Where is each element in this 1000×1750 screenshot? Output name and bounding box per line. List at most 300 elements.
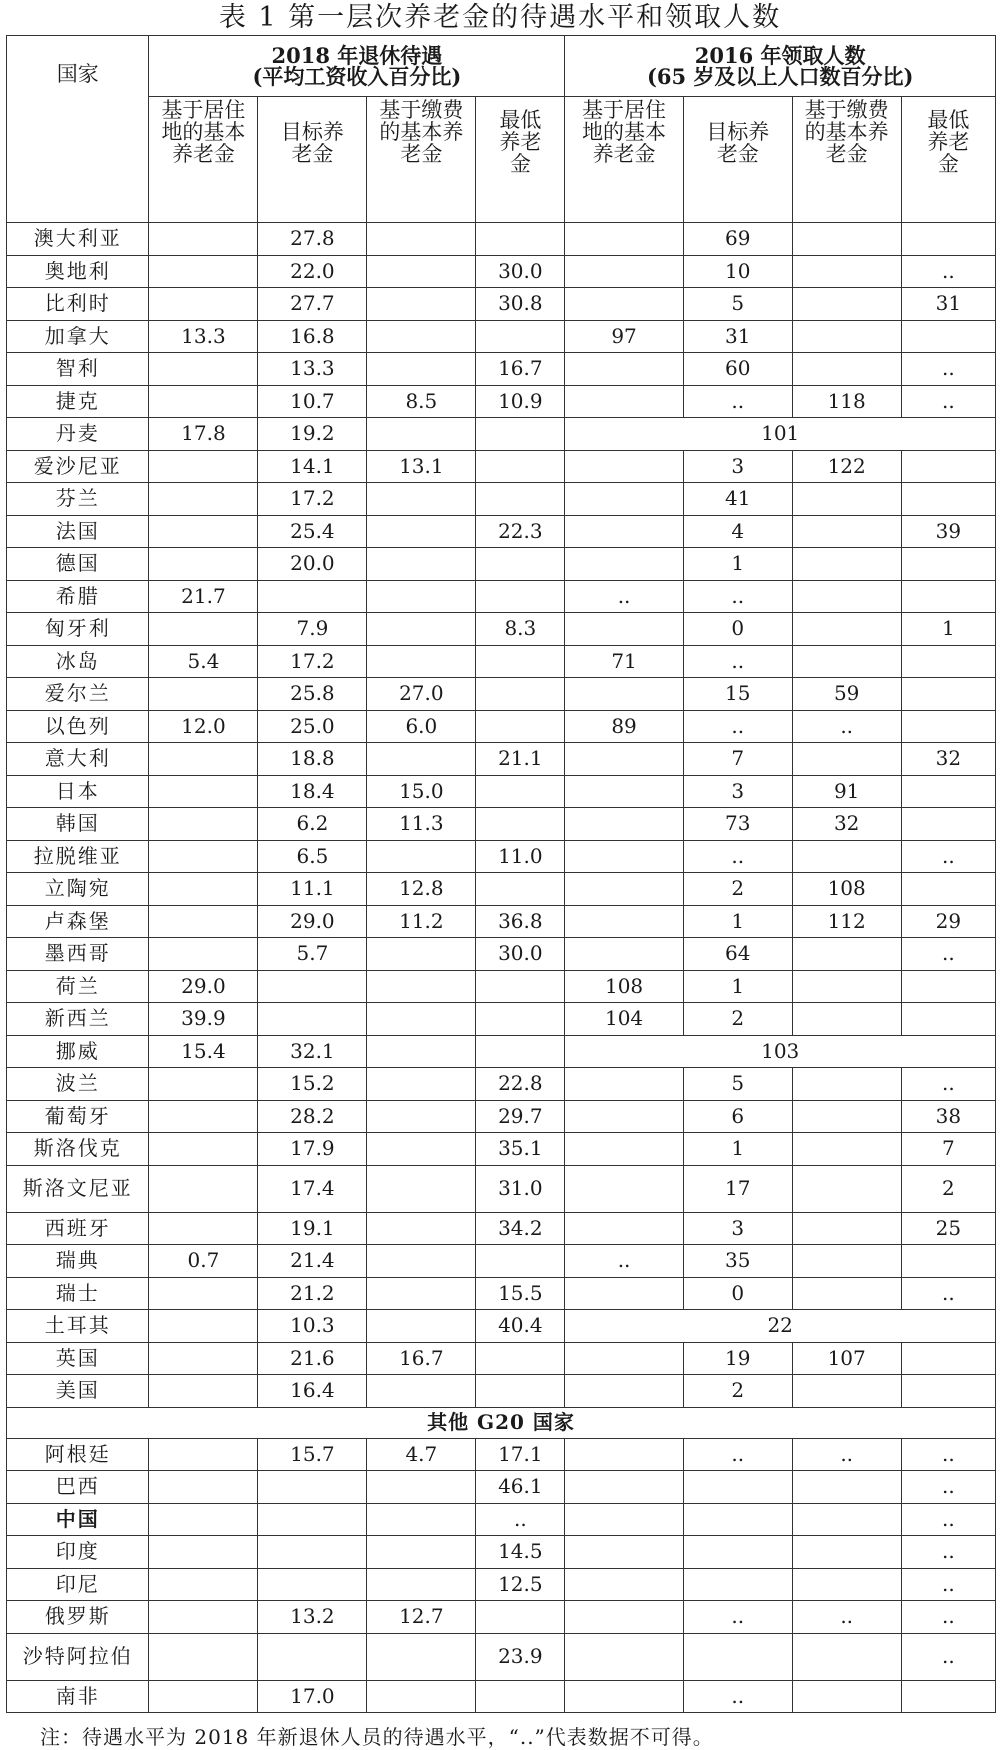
recipients-cell <box>565 613 683 646</box>
col-header-targeted: 目标养老金 <box>258 97 367 223</box>
benefit-cell <box>149 1503 258 1536</box>
recipients-cell: 31 <box>683 320 792 353</box>
recipients-cell: 91 <box>792 775 901 808</box>
benefit-cell <box>149 1471 258 1504</box>
recipients-cell: 1 <box>683 970 792 1003</box>
recipients-cell <box>901 483 995 516</box>
benefit-cell: 15.5 <box>476 1277 565 1310</box>
country-name: 中国 <box>7 1503 149 1536</box>
table-row <box>7 320 996 353</box>
benefit-cell <box>367 1212 476 1245</box>
benefit-cell: .. <box>476 1503 565 1536</box>
recipients-cell: 29 <box>901 905 995 938</box>
recipients-cell: 69 <box>683 223 792 256</box>
benefit-cell <box>367 255 476 288</box>
recipients-cell: .. <box>901 255 995 288</box>
benefit-cell <box>149 1165 258 1212</box>
recipients-cell <box>901 710 995 743</box>
recipients-cell: .. <box>792 1438 901 1471</box>
benefit-cell: 22.3 <box>476 515 565 548</box>
recipients-cell: 3 <box>683 450 792 483</box>
benefit-cell: 32.1 <box>258 1035 367 1068</box>
country-name: 俄罗斯 <box>7 1601 149 1634</box>
recipients-cell <box>565 1633 683 1680</box>
table-row <box>7 678 996 711</box>
country-name: 卢森堡 <box>7 905 149 938</box>
benefit-cell: 30.0 <box>476 255 565 288</box>
benefit-cell: 7.9 <box>258 613 367 646</box>
benefit-cell <box>258 580 367 613</box>
table-row <box>7 1568 996 1601</box>
recipients-cell <box>565 1342 683 1375</box>
benefit-cell <box>476 1035 565 1068</box>
country-name: 冰岛 <box>7 645 149 678</box>
benefit-cell <box>367 1165 476 1212</box>
benefit-cell: 19.2 <box>258 418 367 451</box>
recipients-cell <box>792 483 901 516</box>
recipients-cell: 32 <box>792 808 901 841</box>
benefit-cell: 21.7 <box>149 580 258 613</box>
country-name: 瑞士 <box>7 1277 149 1310</box>
benefit-cell: 12.5 <box>476 1568 565 1601</box>
recipients-cell: .. <box>683 580 792 613</box>
recipients-cell <box>792 288 901 321</box>
recipients-cell: 2 <box>683 1375 792 1408</box>
benefit-cell <box>149 905 258 938</box>
country-name: 南非 <box>7 1680 149 1713</box>
benefit-cell <box>149 1601 258 1634</box>
col-header-minimum: 最低养老金 <box>476 97 565 223</box>
recipients-cell <box>565 1165 683 1212</box>
benefit-cell <box>149 255 258 288</box>
benefit-cell <box>367 1035 476 1068</box>
recipients-cell <box>683 1471 792 1504</box>
benefit-cell <box>149 873 258 906</box>
recipients-cell <box>792 1471 901 1504</box>
recipients-cell: 15 <box>683 678 792 711</box>
recipients-cell: .. <box>901 1503 995 1536</box>
recipients-cell <box>565 515 683 548</box>
benefit-cell: 10.7 <box>258 385 367 418</box>
benefit-cell <box>149 1568 258 1601</box>
benefit-cell <box>367 1633 476 1680</box>
benefit-cell <box>367 1375 476 1408</box>
table-row <box>7 1133 996 1166</box>
recipients-cell <box>792 515 901 548</box>
benefit-cell <box>149 450 258 483</box>
benefit-cell: 15.2 <box>258 1068 367 1101</box>
benefit-cell: 36.8 <box>476 905 565 938</box>
benefit-cell: 14.1 <box>258 450 367 483</box>
recipients-cell: 38 <box>901 1100 995 1133</box>
benefit-cell <box>476 1601 565 1634</box>
recipients-cell: 41 <box>683 483 792 516</box>
benefit-group-header <box>149 36 565 97</box>
recipients-cell <box>792 743 901 776</box>
benefit-cell <box>367 1068 476 1101</box>
benefit-cell <box>149 483 258 516</box>
benefit-cell: 17.4 <box>258 1165 367 1212</box>
table-row <box>7 840 996 873</box>
recipients-cell <box>901 645 995 678</box>
table-row <box>7 808 996 841</box>
recipients-cell: 89 <box>565 710 683 743</box>
recipients-cell <box>565 1601 683 1634</box>
recipients-cell <box>565 548 683 581</box>
country-name: 拉脱维亚 <box>7 840 149 873</box>
recipients-cell <box>792 1680 901 1713</box>
benefit-cell <box>367 1100 476 1133</box>
table-row <box>7 1245 996 1278</box>
recipients-cell: .. <box>901 1277 995 1310</box>
recipients-cell: .. <box>901 1601 995 1634</box>
country-name: 荷兰 <box>7 970 149 1003</box>
benefit-cell: 4.7 <box>367 1438 476 1471</box>
benefit-cell <box>149 1277 258 1310</box>
benefit-cell <box>149 938 258 971</box>
table-row <box>7 483 996 516</box>
recipients-cell <box>565 905 683 938</box>
table-row <box>7 1003 996 1036</box>
benefit-cell <box>476 808 565 841</box>
benefit-cell <box>476 1680 565 1713</box>
recipients-cell: .. <box>792 1601 901 1634</box>
section-title: 其他 G20 国家 <box>7 1407 996 1438</box>
recipients-cell <box>901 1003 995 1036</box>
recipient-group-subtitle: (65 岁及以上人口数百分比) <box>646 64 914 89</box>
recipients-cell: 2 <box>901 1165 995 1212</box>
country-name: 美国 <box>7 1375 149 1408</box>
recipients-cell <box>792 1536 901 1569</box>
benefit-cell: 20.0 <box>258 548 367 581</box>
table-row <box>7 1438 996 1471</box>
benefit-cell: 29.7 <box>476 1100 565 1133</box>
benefit-cell <box>367 1503 476 1536</box>
benefit-cell: 19.1 <box>258 1212 367 1245</box>
table-row <box>7 743 996 776</box>
benefit-cell <box>367 1003 476 1036</box>
recipients-cell <box>901 775 995 808</box>
recipients-cell: 97 <box>565 320 683 353</box>
benefit-cell: 6.0 <box>367 710 476 743</box>
recipients-cell <box>565 385 683 418</box>
recipients-cell <box>792 1068 901 1101</box>
table-row <box>7 873 996 906</box>
benefit-cell <box>367 1310 476 1343</box>
benefit-cell: 21.4 <box>258 1245 367 1278</box>
recipients-cell <box>792 1568 901 1601</box>
benefit-cell <box>476 580 565 613</box>
benefit-cell: 15.4 <box>149 1035 258 1068</box>
benefit-cell: 11.2 <box>367 905 476 938</box>
table-row <box>7 905 996 938</box>
country-name: 爱沙尼亚 <box>7 450 149 483</box>
recipients-cell <box>792 1212 901 1245</box>
country-name: 丹麦 <box>7 418 149 451</box>
recipients-cell: .. <box>683 710 792 743</box>
recipients-cell <box>565 450 683 483</box>
benefit-cell <box>367 970 476 1003</box>
recipients-cell: .. <box>901 1633 995 1680</box>
recipients-cell: .. <box>683 385 792 418</box>
recipients-cell: 19 <box>683 1342 792 1375</box>
benefit-cell <box>476 450 565 483</box>
country-name: 法国 <box>7 515 149 548</box>
table-row <box>7 223 996 256</box>
recipients-cell: .. <box>901 1568 995 1601</box>
country-name: 奥地利 <box>7 255 149 288</box>
benefit-cell <box>476 775 565 808</box>
benefit-cell <box>367 1680 476 1713</box>
benefit-cell <box>367 418 476 451</box>
benefit-cell <box>258 1633 367 1680</box>
benefit-cell: 8.3 <box>476 613 565 646</box>
col-header-residence-basic: 基于居住地的基本养老金 <box>149 97 258 223</box>
country-name: 立陶宛 <box>7 873 149 906</box>
benefit-cell: 6.5 <box>258 840 367 873</box>
benefit-cell: 22.0 <box>258 255 367 288</box>
benefit-cell <box>149 1375 258 1408</box>
col-header-residence-basic-2016: 基于居住地的基本养老金 <box>565 97 683 223</box>
benefit-cell <box>367 223 476 256</box>
table-row <box>7 775 996 808</box>
recipients-cell: 17 <box>683 1165 792 1212</box>
country-name: 葡萄牙 <box>7 1100 149 1133</box>
recipients-merged-cell: 22 <box>565 1310 996 1343</box>
benefit-cell <box>149 1536 258 1569</box>
benefit-cell: 27.7 <box>258 288 367 321</box>
benefit-cell: 25.4 <box>258 515 367 548</box>
recipients-cell <box>901 320 995 353</box>
country-name: 墨西哥 <box>7 938 149 971</box>
recipients-cell: 2 <box>683 873 792 906</box>
benefit-cell <box>149 678 258 711</box>
recipient-group-title: 2016 年领取人数 <box>694 43 866 68</box>
benefit-cell: 13.1 <box>367 450 476 483</box>
recipients-cell: 35 <box>683 1245 792 1278</box>
col-header-targeted-2016: 目标养老金 <box>683 97 792 223</box>
recipients-cell: 1 <box>683 1133 792 1166</box>
recipients-cell <box>792 1503 901 1536</box>
recipients-cell <box>565 1568 683 1601</box>
benefit-cell: 30.8 <box>476 288 565 321</box>
country-name: 意大利 <box>7 743 149 776</box>
benefit-cell: 15.7 <box>258 1438 367 1471</box>
benefit-cell <box>149 288 258 321</box>
benefit-cell <box>149 1133 258 1166</box>
benefit-cell: 6.2 <box>258 808 367 841</box>
benefit-cell <box>367 1133 476 1166</box>
benefit-cell: 5.4 <box>149 645 258 678</box>
country-name: 斯洛文尼亚 <box>7 1165 149 1212</box>
recipients-cell: 73 <box>683 808 792 841</box>
benefit-cell <box>149 1310 258 1343</box>
recipients-cell: 71 <box>565 645 683 678</box>
recipients-cell: 64 <box>683 938 792 971</box>
benefit-cell: 13.2 <box>258 1601 367 1634</box>
table-row <box>7 1165 996 1212</box>
country-name: 德国 <box>7 548 149 581</box>
benefit-group-title: 2018 年退休待遇 <box>271 43 443 68</box>
recipients-cell: 6 <box>683 1100 792 1133</box>
table-row <box>7 1035 996 1068</box>
recipients-cell: 0 <box>683 1277 792 1310</box>
recipients-cell <box>565 1277 683 1310</box>
country-name: 日本 <box>7 775 149 808</box>
table-row <box>7 1277 996 1310</box>
benefit-cell <box>476 223 565 256</box>
table-row <box>7 1471 996 1504</box>
country-name: 爱尔兰 <box>7 678 149 711</box>
benefit-cell <box>149 1212 258 1245</box>
recipients-cell: 60 <box>683 353 792 386</box>
recipients-cell: .. <box>683 1438 792 1471</box>
recipients-cell <box>792 1133 901 1166</box>
recipients-cell <box>792 1100 901 1133</box>
benefit-cell: 16.7 <box>367 1342 476 1375</box>
country-name: 芬兰 <box>7 483 149 516</box>
benefit-cell: 11.1 <box>258 873 367 906</box>
benefit-cell <box>367 1277 476 1310</box>
table-row <box>7 938 996 971</box>
oecd-rows <box>7 223 996 1408</box>
table-row <box>7 288 996 321</box>
pension-table <box>6 35 996 1713</box>
benefit-cell: 23.9 <box>476 1633 565 1680</box>
recipients-merged-cell: 103 <box>565 1035 996 1068</box>
table-row <box>7 1100 996 1133</box>
benefit-cell: 10.3 <box>258 1310 367 1343</box>
recipient-group-header <box>565 36 996 97</box>
table-row <box>7 580 996 613</box>
recipients-cell <box>565 483 683 516</box>
recipients-cell: .. <box>565 1245 683 1278</box>
table-row <box>7 353 996 386</box>
benefit-cell: 17.9 <box>258 1133 367 1166</box>
recipients-cell <box>565 1680 683 1713</box>
benefit-cell <box>149 1100 258 1133</box>
benefit-cell: 35.1 <box>476 1133 565 1166</box>
benefit-cell <box>476 483 565 516</box>
benefit-cell: 0.7 <box>149 1245 258 1278</box>
recipients-cell <box>901 970 995 1003</box>
recipients-cell: 7 <box>901 1133 995 1166</box>
benefit-cell: 12.8 <box>367 873 476 906</box>
table-row <box>7 1212 996 1245</box>
benefit-cell <box>367 743 476 776</box>
table-row <box>7 1310 996 1343</box>
recipients-cell <box>565 678 683 711</box>
benefit-cell <box>367 1568 476 1601</box>
recipients-cell: 122 <box>792 450 901 483</box>
benefit-cell <box>258 1536 367 1569</box>
table-row <box>7 970 996 1003</box>
recipients-cell <box>565 353 683 386</box>
table-row <box>7 450 996 483</box>
country-name: 沙特阿拉伯 <box>7 1633 149 1680</box>
recipients-cell: .. <box>683 1601 792 1634</box>
table-row <box>7 613 996 646</box>
benefit-cell <box>149 1438 258 1471</box>
recipients-cell: .. <box>792 710 901 743</box>
recipients-cell: 1 <box>683 905 792 938</box>
benefit-cell <box>149 353 258 386</box>
country-name: 英国 <box>7 1342 149 1375</box>
recipients-cell <box>792 1003 901 1036</box>
benefit-cell: 27.8 <box>258 223 367 256</box>
recipients-cell: .. <box>901 1438 995 1471</box>
benefit-cell <box>476 970 565 1003</box>
benefit-cell: 12.7 <box>367 1601 476 1634</box>
recipients-cell <box>901 873 995 906</box>
benefit-cell <box>367 515 476 548</box>
recipients-cell: .. <box>901 938 995 971</box>
recipients-cell: 104 <box>565 1003 683 1036</box>
recipients-cell: 25 <box>901 1212 995 1245</box>
table-row <box>7 418 996 451</box>
table-row <box>7 548 996 581</box>
table-row <box>7 1536 996 1569</box>
recipients-cell <box>565 1133 683 1166</box>
recipients-cell <box>565 743 683 776</box>
country-name: 智利 <box>7 353 149 386</box>
country-name: 澳大利亚 <box>7 223 149 256</box>
benefit-cell: 30.0 <box>476 938 565 971</box>
country-name: 波兰 <box>7 1068 149 1101</box>
benefit-cell <box>149 515 258 548</box>
benefit-cell: 13.3 <box>149 320 258 353</box>
recipients-cell: .. <box>901 385 995 418</box>
benefit-cell <box>367 840 476 873</box>
table-row <box>7 1068 996 1101</box>
country-name: 巴西 <box>7 1471 149 1504</box>
benefit-cell <box>476 418 565 451</box>
recipients-cell: 7 <box>683 743 792 776</box>
benefit-cell <box>149 223 258 256</box>
benefit-cell: 22.8 <box>476 1068 565 1101</box>
recipients-cell: .. <box>683 645 792 678</box>
table-header <box>7 36 996 223</box>
recipients-cell <box>901 1245 995 1278</box>
benefit-cell <box>476 320 565 353</box>
recipients-cell: 107 <box>792 1342 901 1375</box>
recipients-cell <box>565 1068 683 1101</box>
benefit-cell <box>367 1245 476 1278</box>
benefit-cell <box>149 775 258 808</box>
recipients-cell <box>901 808 995 841</box>
benefit-cell: 5.7 <box>258 938 367 971</box>
benefit-cell: 25.0 <box>258 710 367 743</box>
recipients-cell: .. <box>565 580 683 613</box>
recipients-cell <box>792 255 901 288</box>
recipients-cell: 1 <box>901 613 995 646</box>
benefit-cell <box>476 1245 565 1278</box>
recipients-cell <box>901 548 995 581</box>
recipients-cell <box>565 1471 683 1504</box>
benefit-cell <box>476 678 565 711</box>
g20-section <box>7 1407 996 1438</box>
country-name: 阿根廷 <box>7 1438 149 1471</box>
benefit-cell: 31.0 <box>476 1165 565 1212</box>
benefit-cell: 17.2 <box>258 645 367 678</box>
recipients-cell: .. <box>901 1536 995 1569</box>
country-name: 印度 <box>7 1536 149 1569</box>
recipients-cell <box>901 223 995 256</box>
recipients-cell <box>792 548 901 581</box>
table-row <box>7 645 996 678</box>
benefit-cell: 11.3 <box>367 808 476 841</box>
country-name: 挪威 <box>7 1035 149 1068</box>
